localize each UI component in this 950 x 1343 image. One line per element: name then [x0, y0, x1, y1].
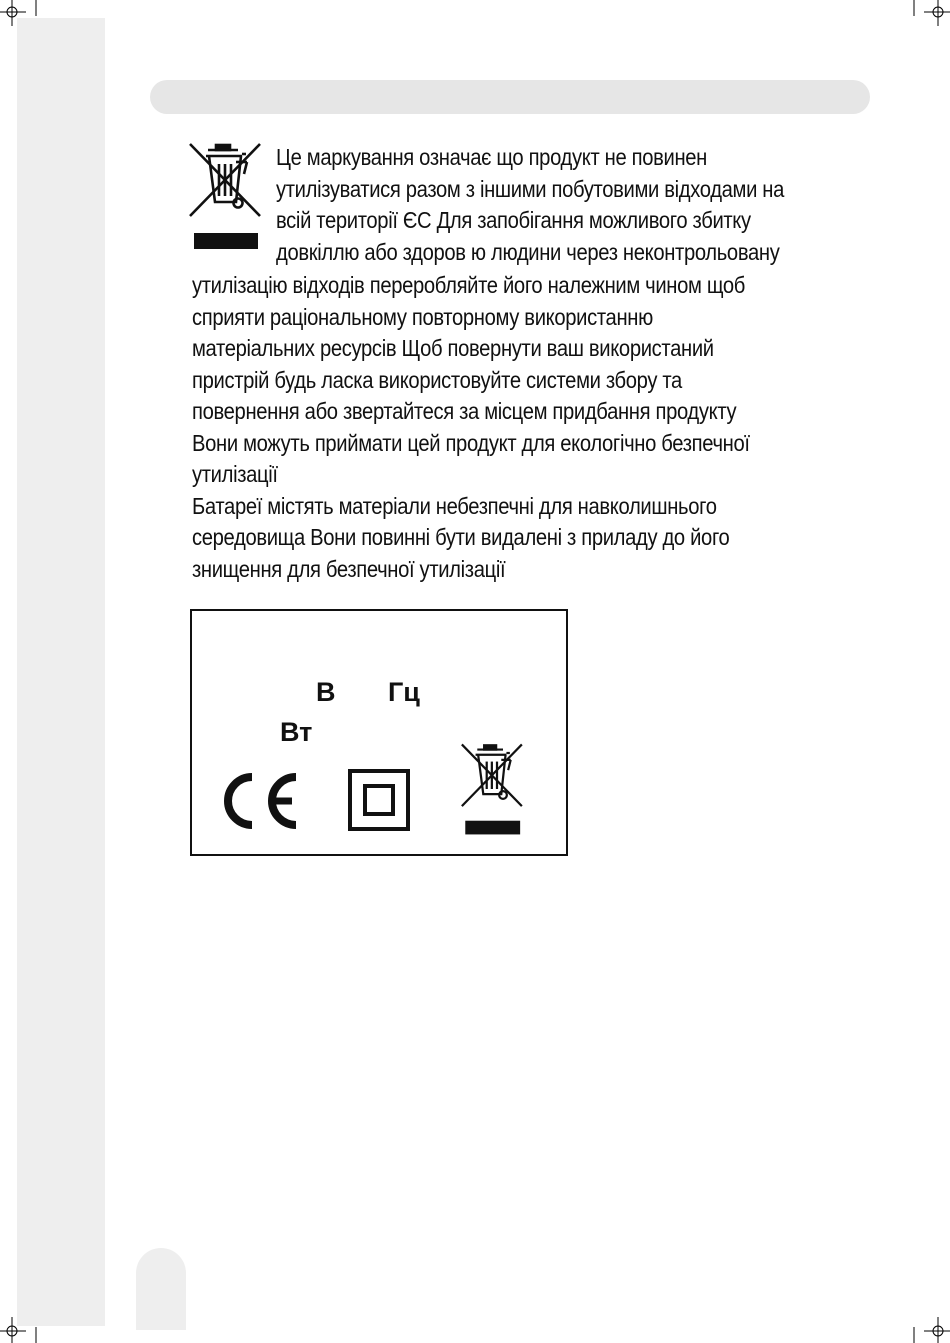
disposal-intro-text — [276, 142, 784, 268]
crossed-out-wheelie-bin-icon — [458, 741, 524, 837]
body-line: повернення або звертайтеся за місцем придбання продукту — [192, 398, 737, 424]
body-line: Батареї містять матеріали небезпечні для навколишнього — [192, 492, 717, 519]
side-section-tab — [17, 498, 95, 550]
intro-line: довкіллю або здоров ю людини через неконтрольовану — [276, 238, 780, 265]
intro-line: всій території ЄС Для запобігання можливого збитку — [276, 207, 751, 233]
intro-line: утилізуватися разом з іншими побутовими відходами на — [276, 175, 785, 202]
watts-unit: Вт — [280, 717, 313, 747]
side-margin-strip — [17, 18, 105, 1326]
page-number-tab — [136, 1248, 186, 1330]
body-line: сприяти раціональному повторному використанню — [192, 303, 653, 330]
disposal-body-text — [192, 270, 750, 585]
class-ii-double-square-icon — [347, 768, 411, 832]
crossed-out-wheelie-bin-icon — [186, 140, 262, 252]
hertz-unit: Гц — [388, 677, 420, 707]
body-line: Вони можуть приймати цей продукт для екологічно безпечної — [192, 429, 750, 456]
ce-mark-icon — [220, 771, 300, 831]
body-line: пристрій будь ласка використовуйте системи збору та — [192, 366, 682, 393]
body-line: утилізацію відходів переробляйте його належним чином щоб — [192, 272, 746, 298]
body-line: знищення для безпечної утилізації — [192, 555, 506, 582]
volts-unit: В — [316, 677, 336, 707]
crop-mark-top-right — [910, 0, 950, 40]
body-line: матеріальних ресурсів Щоб повернути ваш використаний — [192, 335, 714, 361]
section-header-bar — [150, 80, 870, 114]
body-line: утилізації — [192, 461, 278, 487]
intro-line: Це маркування означає що продукт не повинен — [276, 144, 707, 170]
rating-label-box — [190, 609, 568, 856]
crop-mark-bottom-right — [910, 1303, 950, 1343]
body-line: середовища Вони повинні бути видалені з приладу до його — [192, 524, 730, 550]
